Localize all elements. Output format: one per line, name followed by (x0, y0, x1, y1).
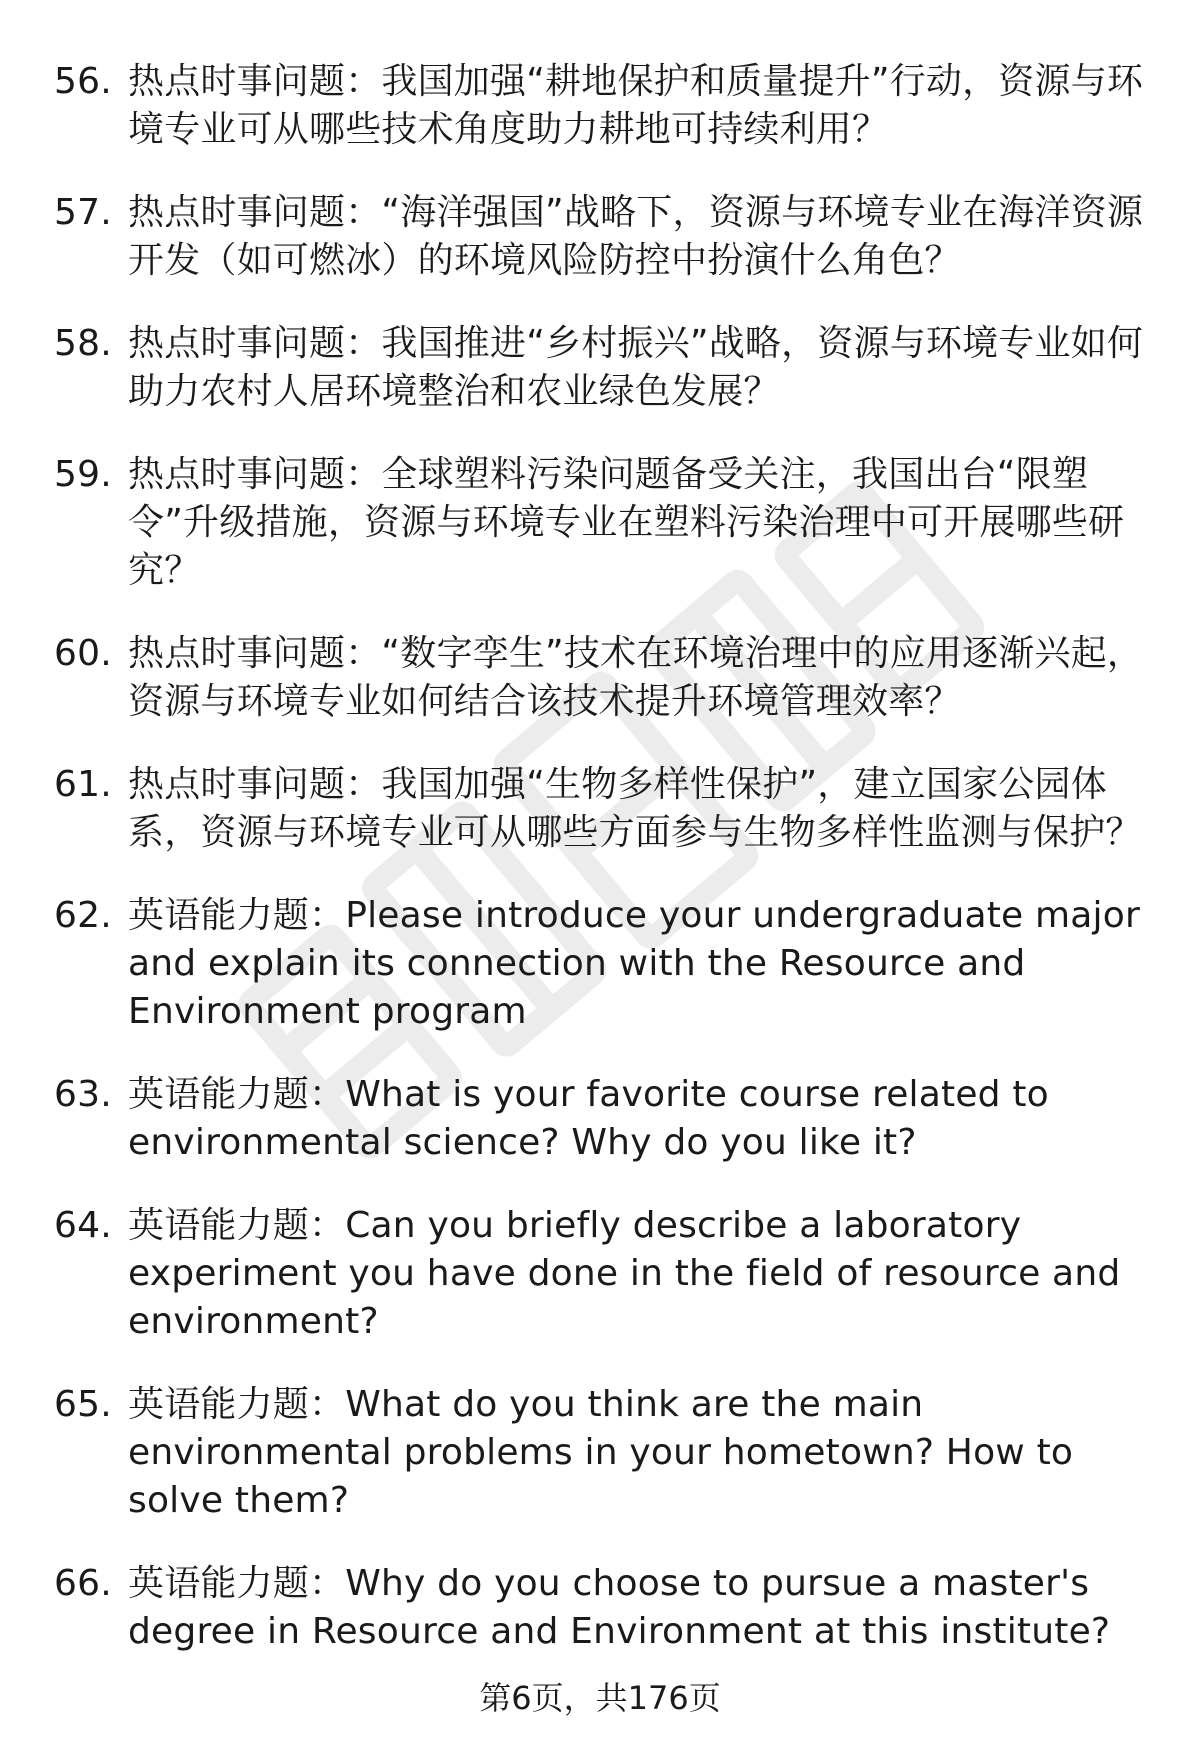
question-text: 英语能力题：Why do you choose to pursue a master's degree in Resource and Environment at this institute? (128, 1563, 1111, 1652)
question-item (0, 892, 1200, 1036)
question-number: 60. (54, 633, 112, 674)
question-item (0, 189, 1200, 285)
question-text: 英语能力题：What do you think are the main environmental problems in your hometown? How to solve them? (128, 1384, 1074, 1521)
question-number: 58. (54, 323, 112, 364)
question-number: 64. (54, 1205, 112, 1246)
question-item (0, 320, 1200, 416)
question-item (0, 1560, 1200, 1656)
page-footer (0, 1678, 1200, 1718)
question-number: 62. (54, 895, 112, 936)
question-text: 热点时事问题：“海洋强国”战略下，资源与环境专业在海洋资源开发（如可燃冰）的环境风险防控中扮演什么角色？ (128, 192, 1144, 281)
question-number: 61. (54, 764, 112, 805)
question-number: 66. (54, 1563, 112, 1604)
question-item (0, 1202, 1200, 1346)
question-item (0, 1071, 1200, 1167)
question-number: 56. (54, 61, 112, 102)
question-text: 热点时事问题：“数字孪生”技术在环境治理中的应用逐渐兴起，资源与环境专业如何结合该技术提升环境管理效率？ (128, 633, 1144, 722)
question-number: 65. (54, 1384, 112, 1425)
question-number: 59. (54, 454, 112, 495)
page-number-label: 第6页，共176页 (479, 1679, 721, 1717)
question-text: 热点时事问题：我国推进“乡村振兴”战略，资源与环境专业如何助力农村人居环境整治和农业绿色发展？ (128, 323, 1144, 412)
question-text: 英语能力题：What is your favorite course related to environmental science? Why do you like it? (128, 1074, 1049, 1163)
question-item (0, 630, 1200, 726)
question-item (0, 761, 1200, 857)
question-list (0, 58, 1200, 1691)
question-text: 英语能力题：Can you briefly describe a laboratory experiment you have done in the field of resource and environment? (128, 1205, 1121, 1342)
question-text: 热点时事问题：我国加强“耕地保护和质量提升”行动，资源与环境专业可从哪些技术角度助力耕地可持续利用？ (128, 61, 1144, 150)
question-text: 热点时事问题：我国加强“生物多样性保护”，建立国家公园体系，资源与环境专业可从哪些方面参与生物多样性监测与保护？ (128, 764, 1142, 853)
question-number: 57. (54, 192, 112, 233)
question-item (0, 1381, 1200, 1525)
question-text: 英语能力题：Please introduce your undergraduate major and explain its connection with the Resource and Environment program (128, 895, 1140, 1032)
question-item (0, 58, 1200, 154)
question-item (0, 451, 1200, 595)
question-text: 热点时事问题：全球塑料污染问题备受关注，我国出台“限塑令”升级措施，资源与环境专业在塑料污染治理中可开展哪些研究？ (128, 454, 1125, 591)
question-number: 63. (54, 1074, 112, 1115)
